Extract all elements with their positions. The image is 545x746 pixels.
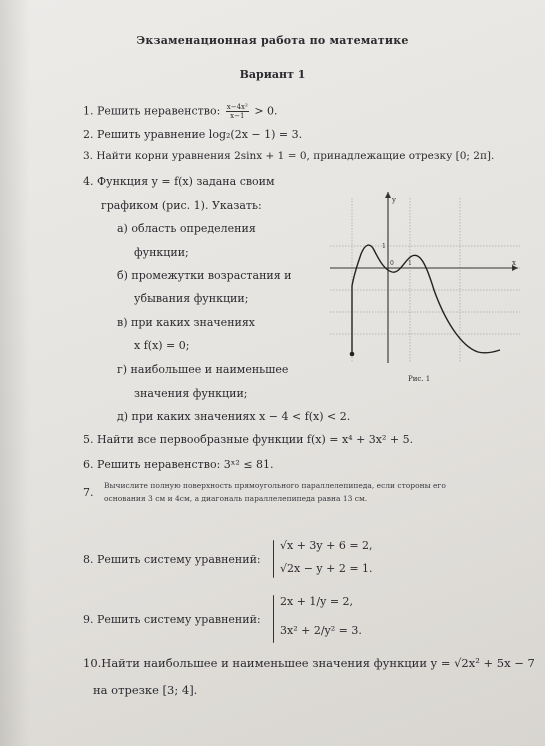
task-2: 2. Решить уравнение log₂(2x − 1) = 3. xyxy=(83,128,303,141)
task-4v-line2: x f(x) = 0; xyxy=(134,339,190,352)
task-4-line1: 4. Функция y = f(x) задана своим xyxy=(83,175,275,188)
endpoint-dot xyxy=(350,352,355,357)
task-10-line1: 10.Найти наибольшее и наименьшее значения функции y = √2x² + 5x − 7 xyxy=(83,656,535,670)
exam-title: Экзаменационная работа по математике xyxy=(136,34,409,47)
task-5: 5. Найти все первообразные функции f(x) = x⁴ + 3x² + 5. xyxy=(83,433,414,446)
fraction-denominator: x−1 xyxy=(230,112,245,120)
task-8-label: 8. Решить систему уравнений: xyxy=(83,553,261,566)
x-axis-label: x xyxy=(512,259,516,267)
task-4a-line1: а) область определения xyxy=(117,222,256,235)
task-4a-line2: функции; xyxy=(134,246,189,259)
origin-label: 0 xyxy=(390,260,394,267)
graph-grid xyxy=(330,198,520,363)
task-1-fraction xyxy=(226,103,249,120)
task-7-number: 7. xyxy=(83,486,94,499)
task-4v-line1: в) при каких значениях xyxy=(117,316,255,329)
function-curve xyxy=(352,245,500,354)
page-shadow xyxy=(0,0,30,746)
y-tick-label: 1 xyxy=(382,243,386,250)
y-axis-label: y xyxy=(392,196,396,204)
task-7-line1: Вычислите полную поверхность прямоугольного параллелепипеда, если стороны его xyxy=(104,481,446,490)
fraction-numerator: x−4x² xyxy=(226,103,248,111)
task-1-text: 1. Решить неравенство: xyxy=(83,104,221,118)
figure-caption: Рис. 1 xyxy=(408,375,431,383)
x-tick-label: 1 xyxy=(408,260,412,267)
task-1-suffix: > 0. xyxy=(254,104,278,118)
task-8-brace xyxy=(273,540,274,578)
task-4d: д) при каких значениях x − 4 < f(x) < 2. xyxy=(117,410,351,423)
task-8-eq2: √2x − y + 2 = 1. xyxy=(280,562,373,575)
variant-label: Вариант 1 xyxy=(239,68,306,81)
task-4-line2: графиком (рис. 1). Указать: xyxy=(101,199,262,212)
task-9-label: 9. Решить систему уравнений: xyxy=(83,613,261,626)
task-9-eq1: 2x + 1/y = 2, xyxy=(280,595,354,608)
task-1 xyxy=(83,103,278,120)
task-3: 3. Найти корни уравнения 2sinx + 1 = 0, принадлежащие отрезку [0; 2π]. xyxy=(83,150,495,162)
task-4g-line2: значения функции; xyxy=(134,387,248,400)
task-8-eq1: √x + 3y + 6 = 2, xyxy=(280,539,373,552)
task-10-line2: на отрезке [3; 4]. xyxy=(93,683,198,697)
function-graph xyxy=(330,188,520,363)
task-6: 6. Решить неравенство: 3ˣ² ≤ 81. xyxy=(83,458,274,471)
task-7-line2: основания 3 см и 4см, а диагональ параллелепипеда равна 13 см. xyxy=(104,494,368,503)
task-4g-line1: г) наибольшее и наименьшее xyxy=(117,363,289,376)
task-9-brace xyxy=(273,595,274,643)
task-9-eq2: 3x² + 2/y² = 3. xyxy=(280,624,362,637)
y-axis-arrow xyxy=(385,192,391,198)
task-4b-line1: б) промежутки возрастания и xyxy=(117,269,292,282)
task-4b-line2: убывания функции; xyxy=(134,292,249,305)
